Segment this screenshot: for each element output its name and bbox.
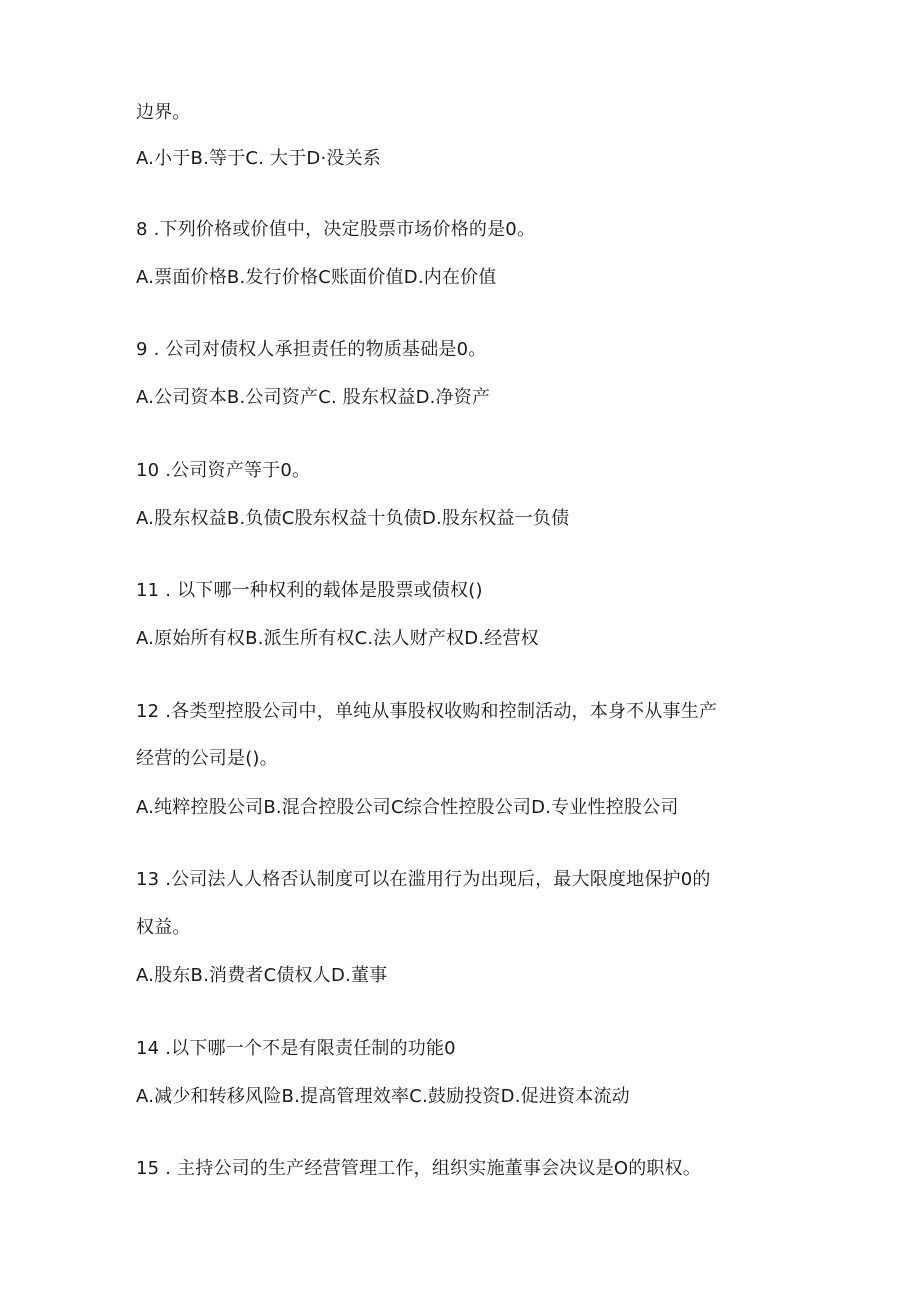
text-line-q14-options: A.减少和转移风险B.提高管理效率C.鼓励投资D.促进资本流动: [136, 1086, 630, 1107]
text-line-q12-options: A.纯粹控股公司B.混合控股公司C综合性控股公司D.专业性控股公司: [136, 797, 679, 818]
text-line-q11-options: A.原始所有权B.派生所有权C.法人财产权D.经营权: [136, 628, 539, 649]
text-line-q15-question: 15 . 主持公司的生产经营管理工作，组织实施董事会决议是O的职权。: [136, 1158, 702, 1179]
text-line-q10-question: 10 .公司资产等于0。: [136, 460, 311, 481]
text-line-q13-options: A.股东B.消费者C债权人D.董事: [136, 965, 388, 986]
text-line-q10-options: A.股东权益B.负债C股东权益十负债D.股东权益一负债: [136, 508, 570, 529]
text-line-q7-options: A.小于B.等于C. 大于D·没关系: [136, 148, 381, 169]
text-line-q13-question-cont: 权益。: [136, 917, 191, 938]
text-line-q13-question: 13 .公司法人人格否认制度可以在滥用行为出现后，最大限度地保护0的: [136, 869, 711, 890]
text-line-q12-question: 12 .各类型控股公司中，单纯从事股权收购和控制活动，本身不从事生产: [136, 701, 718, 722]
text-line-q7-continuation: 边界。: [136, 102, 191, 123]
text-line-q14-question: 14 .以下哪一个不是有限责任制的功能0: [136, 1038, 456, 1059]
text-line-q9-options: A.公司资本B.公司资产C. 股东权益D.净资产: [136, 387, 491, 408]
text-line-q8-question: 8 .下列价格或价值中，决定股票市场价格的是0。: [136, 219, 536, 240]
text-line-q9-question: 9 . 公司对债权人承担责任的物质基础是0。: [136, 339, 487, 360]
text-line-q11-question: 11 . 以下哪一种权利的载体是股票或债权(): [136, 580, 483, 601]
text-line-q8-options: A.票面价格B.发行价格C账面价值D.内在价值: [136, 267, 497, 288]
text-line-q12-question-cont: 经营的公司是()。: [136, 748, 278, 769]
